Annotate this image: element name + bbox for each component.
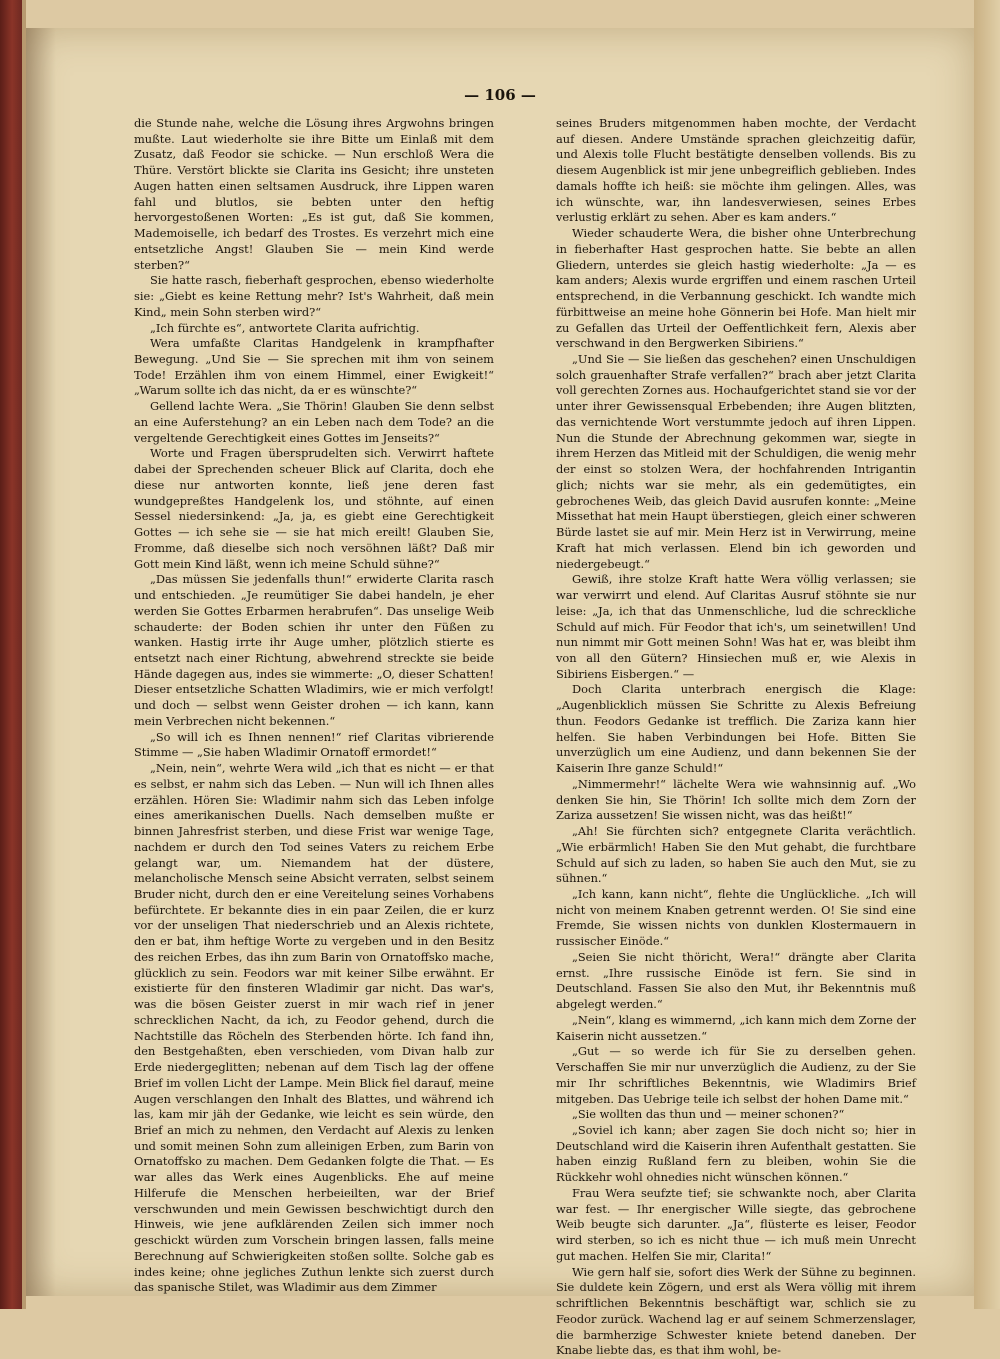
paragraph: „Nimmermehr!“ lächelte Wera wie wahnsinnig auf. „Wo denken Sie hin, Sie Thörin! Ich sollte mich dem Zorn der Zariza aussetzen! Sie wissen nicht, was das heißt!“ [556, 776, 916, 823]
paragraph: „Das müssen Sie jedenfalls thun!“ erwiderte Clarita rasch und entschieden. „Je reumütiger Sie dabei handeln, je eher werden Sie Gottes Erbarmen herabrufen“. Das unselige Weib schauderte: der Boden schien ihr unter den Füßen zu wanken. Hastig irrte ihr Auge umher, plötzlich stierte es entsetzt nach einer Richtung, abwehrend streckte sie beide Hände dagegen aus, indes sie wimmerte: „O, dieser Schatten! Dieser entsetzliche Schatten Wladimirs, wie er mich verfolgt! und doch — selbst wenn Geister drohen — ich kann, kann mein Verbrechen nicht bekennen.“ [134, 572, 494, 728]
paragraph: „Gut — so werde ich für Sie zu derselben gehen. Verschaffen Sie mir nur unverzüglich die Audienz, zu der Sie mir Ihr schriftliches Bekenntnis, wie Wladimirs Brief mitgeben. Das Uebrige teile ich selbst der hohen Dame mit.“ [556, 1044, 916, 1106]
paragraph: „Nein“, klang es wimmernd, „ich kann mich dem Zorne der Kaiserin nicht aussetzen.“ [556, 1012, 916, 1043]
book-binding [0, 0, 22, 1309]
right-column [556, 116, 916, 1359]
spine-shadow [26, 28, 56, 1296]
paragraph: Sie hatte rasch, fieberhaft gesprochen, ebenso wiederholte sie: „Giebt es keine Rettung mehr? Ist's Wahrheit, daß mein Kind„ mein Sohn sterben wird?“ [134, 273, 494, 319]
paragraph: „Seien Sie nicht thöricht, Wera!“ drängte aber Clarita ernst. „Ihre russische Einöde ist fern. Sie sind in Deutschland. Fassen Sie also den Mut, ihr Bekenntnis muß abgelegt werden.“ [556, 949, 916, 1012]
paragraph: Wie gern half sie, sofort dies Werk der Sühne zu beginnen. Sie duldete kein Zögern, und erst als Wera völlig mit ihrem schriftlichen Bekenntnis beschäftigt war, schlich sie zu Feodor zurück. Wachend lag er auf seinem Schmerzenslager, die barmherzige Schwester kniete betend daneben. Der Knabe liebte das, es that ihm wohl, be- [556, 1264, 916, 1358]
paragraph: Wieder schauderte Wera, die bisher ohne Unterbrechung in fieberhafter Hast gesprochen hatte. Sie bebte an allen Gliedern, unterdes sie gleich hastig wiederholte: „Ja — es kam anders; Alexis wurde ergriffen und einem raschen Urteil entsprechend, in die Verbannung geschickt. Ich wandte mich fürbittweise an meine hohe Gönnerin bei Hofe. Man hielt mir zu Gefallen das Urteil der Oeffentlichkeit fern, Alexis aber verschwand in den Bergwerken Sibiriens.“ [556, 226, 916, 351]
paragraph: Doch Clarita unterbrach energisch die Klage: „Augenblicklich müssen Sie Schritte zu Alexis Befreiung thun. Feodors Gedanke ist trefflich. Die Zariza kann hier helfen. Sie haben Verbindungen bei Hofe. Bitten Sie unverzüglich um eine Audienz, und dann bekennen Sie der Kaiserin Ihre ganze Schuld!“ [556, 682, 916, 776]
paragraph: „Soviel ich kann; aber zagen Sie doch nicht so; hier in Deutschland wird die Kaiserin ihren Aufenthalt gestatten. Sie haben einzig Rußland fern zu bleiben, wohin Sie die Rückkehr wohl ohnedies nicht wünschen können.“ [556, 1123, 916, 1185]
paragraph: Worte und Fragen übersprudelten sich. Verwirrt haftete dabei der Sprechenden scheuer Blick auf Clarita, doch ehe diese nur antworten konnte, ließ jene deren fast wundgepreßtes Handgelenk los, und stöhnte, auf einen Sessel niedersinkend: „Ja, ja, es giebt eine Gerechtigkeit Gottes — ich sehe sie — sie hat mich ereilt! Glauben Sie, Fromme, daß dieselbe sich noch versöhnen läßt? Daß mir Gott mein Kind läßt, wenn ich meine Schuld sühne?“ [134, 446, 494, 571]
paragraph: seines Bruders mitgenommen haben mochte, der Verdacht auf diesen. Andere Umstände sprachen gleichzeitig dafür, und Alexis tolle Flucht bestätigte denselben vollends. Bis zu diesem Augenblick ist mir jene unbegreiflich geblieben. Indes damals hoffte ich heiß: sie möchte ihm gelingen. Alles, was ich wünschte, war, ihn landesverwiesen, seines Erbes verlustig erklärt zu sehen. Aber es kam anders.“ [556, 116, 916, 225]
paragraph: „Ah! Sie fürchten sich? entgegnete Clarita verächtlich. „Wie erbärmlich! Haben Sie den Mut gehabt, die furchtbare Schuld auf sich zu laden, so haben Sie auch den Mut, sie zu sühnen.“ [556, 824, 916, 886]
paragraph: „So will ich es Ihnen nennen!“ rief Claritas vibrierende Stimme — „Sie haben Wladimir Ornatoff ermordet!“ [134, 729, 494, 760]
paragraph: Wera umfaßte Claritas Handgelenk in krampfhafter Bewegung. „Und Sie — Sie sprechen mit ihm von seinem Tode! Erzählen ihm von einem Himmel, einer Ewigkeit!“ „Warum sollte ich das nicht, da er es wünschte?“ [134, 336, 494, 398]
paragraph: „Und Sie — Sie ließen das geschehen? einen Unschuldigen solch grauenhafter Strafe verfallen?“ brach aber jetzt Clarita voll gerechten Zornes aus. Hochaufgerichtet stand sie vor der unter ihrer Gewissensqual Erbebenden; ihre Augen blitzten, das vernichtende Wort verstummte jedoch auf ihren Lippen. Nun die Stunde der Abrechnung gekommen war, siegte in ihrem Herzen das Mitleid mit der Schuldigen, die wenig mehr der einst so stolzen Wera, der hochfahrenden Intrigantin glich; nichts war sie mehr, als ein gedemütigtes, ein gebrochenes Weib, das gleich David ausrufen konnte: „Meine Missethat hat mein Haupt überstiegen, gleich einer schweren Bürde lastet sie auf mir. Mein Herz ist in Verwirrung, meine Kraft hat mich verlassen. Elend bin ich geworden und niedergebeugt.“ [556, 352, 916, 571]
page-number: — 106 — [464, 86, 536, 104]
page-edge [974, 0, 1000, 1309]
paragraph: „Nein, nein“, wehrte Wera wild „ich that es nicht — er that es selbst, er nahm sich das Leben. — Nun will ich Ihnen alles erzählen. Hören Sie: Wladimir nahm sich das Leben infolge eines amerikanischen Duells. Nach demselben mußte er binnen Jahresfrist sterben, und diese Frist war wenige Tage, nachdem er durch den Tod seines Vaters zu reichem Erbe gelangt war, um. Niemandem hat der düstere, melancholische Mensch seine Absicht verraten, selbst seinem Bruder nicht, durch den er eine Vereitelung seines Vorhabens befürchtete. Er bekannte dies in ein paar Zeilen, die er kurz vor der unseligen That niederschrieb und an Alexis richtete, den er bat, ihm heftige Worte zu vergeben und in den Besitz des reichen Erbes, das ihn zum Barin von Ornatoffsko mache, glücklich zu sein. Feodors war mit keiner Silbe erwähnt. Er existierte für den finsteren Wladimir gar nicht. Das war's, was die bösen Geister zuerst in mir wach rief in jener schrecklichen Nacht, da ich, zu Feodor gehend, durch die Nachtstille das Röcheln des Sterbenden hörte. Ich fand ihn, den Bestgehaßten, eben verschieden, vom Divan halb zur Erde niedergeglitten; nebenan auf dem Tisch lag der offene Brief im vollen Licht der Lampe. Mein Blick fiel darauf, meine Augen verschlangen den Inhalt des Blattes, und während ich las, kam mir jäh der Gedanke, wie leicht es sein würde, den Brief an mich zu nehmen, den Verdacht auf Alexis zu lenken und somit meinen Sohn zum alleinigen Erben, zum Barin von Ornatoffsko zu machen. Dem Gedanken folgte die That. — Es war alles das Werk eines Augenblicks. Ehe auf meine Hilferufe die Menschen herbeieilten, war der Brief verschwunden und mein Gewissen beschwichtigt durch den Hinweis, wie jene aufklärenden Zeilen sich immer noch geschickt würden zum Vorschein bringen lassen, falls meine Berechnung auf Schwierigkeiten stoßen sollte. Solche gab es indes keine; ohne jegliches Zuthun lenkte sich zuerst durch das spanische Stilet, was Wladimir aus dem Zimmer [134, 761, 494, 1295]
paragraph: Gellend lachte Wera. „Sie Thörin! Glauben Sie denn selbst an eine Auferstehung? an ein Leben nach dem Tode? an die vergeltende Gerechtigkeit eines Gottes im Jenseits?“ [134, 399, 494, 445]
left-column [134, 116, 494, 1296]
paragraph: die Stunde nahe, welche die Lösung ihres Argwohns bringen mußte. Laut wiederholte sie ihre Bitte um Einlaß mit dem Zusatz, daß Feodor sie schicke. — Nun erschloß Wera die Thüre. Verstört blickte sie Clarita ins Gesicht; ihre unsteten Augen hatten einen seltsamen Ausdruck, ihre Lippen waren fahl und blutlos, sie bebten unter den heftig hervorgestoßenen Worten: „Es ist gut, daß Sie kommen, Mademoiselle, ich bedarf des Trostes. Es verzehrt mich eine entsetzliche Angst! Glauben Sie — mein Kind werde sterben?“ [134, 116, 494, 272]
paragraph: Gewiß, ihre stolze Kraft hatte Wera völlig verlassen; sie war verwirrt und elend. Auf Claritas Ausruf stöhnte sie nur leise: „Ja, ich that das Unmenschliche, lud die schreckliche Schuld auf mich. Für Feodor that ich's, um seinetwillen! Und nun nimmt mir Gott meinen Sohn! Was hat er, was bleibt ihm von all den Gütern? Hinsiechen muß er, wie Alexis in Sibiriens Eisbergen.“ — [556, 572, 916, 681]
paragraph: Frau Wera seufzte tief; sie schwankte noch, aber Clarita war fest. — Ihr energischer Wille siegte, das gebrochene Weib beugte sich darunter. „Ja“, flüsterte es leiser, Feodor wird sterben, so ich es nicht thue — ich muß mein Unrecht gut machen. Helfen Sie mir, Clarita!“ [556, 1185, 916, 1263]
book-page [26, 28, 974, 1358]
paragraph: „Ich kann, kann nicht“, flehte die Unglückliche. „Ich will nicht von meinem Knaben getrennt werden. O! Sie sind eine Fremde, Sie wissen nichts von dunklen Klostermauern in russischer Einöde.“ [556, 886, 916, 949]
paragraph: „Sie wollten das thun und — meiner schonen?“ [571, 1107, 845, 1122]
paragraph: „Ich fürchte es“, antwortete Clarita aufrichtig. [149, 320, 420, 335]
